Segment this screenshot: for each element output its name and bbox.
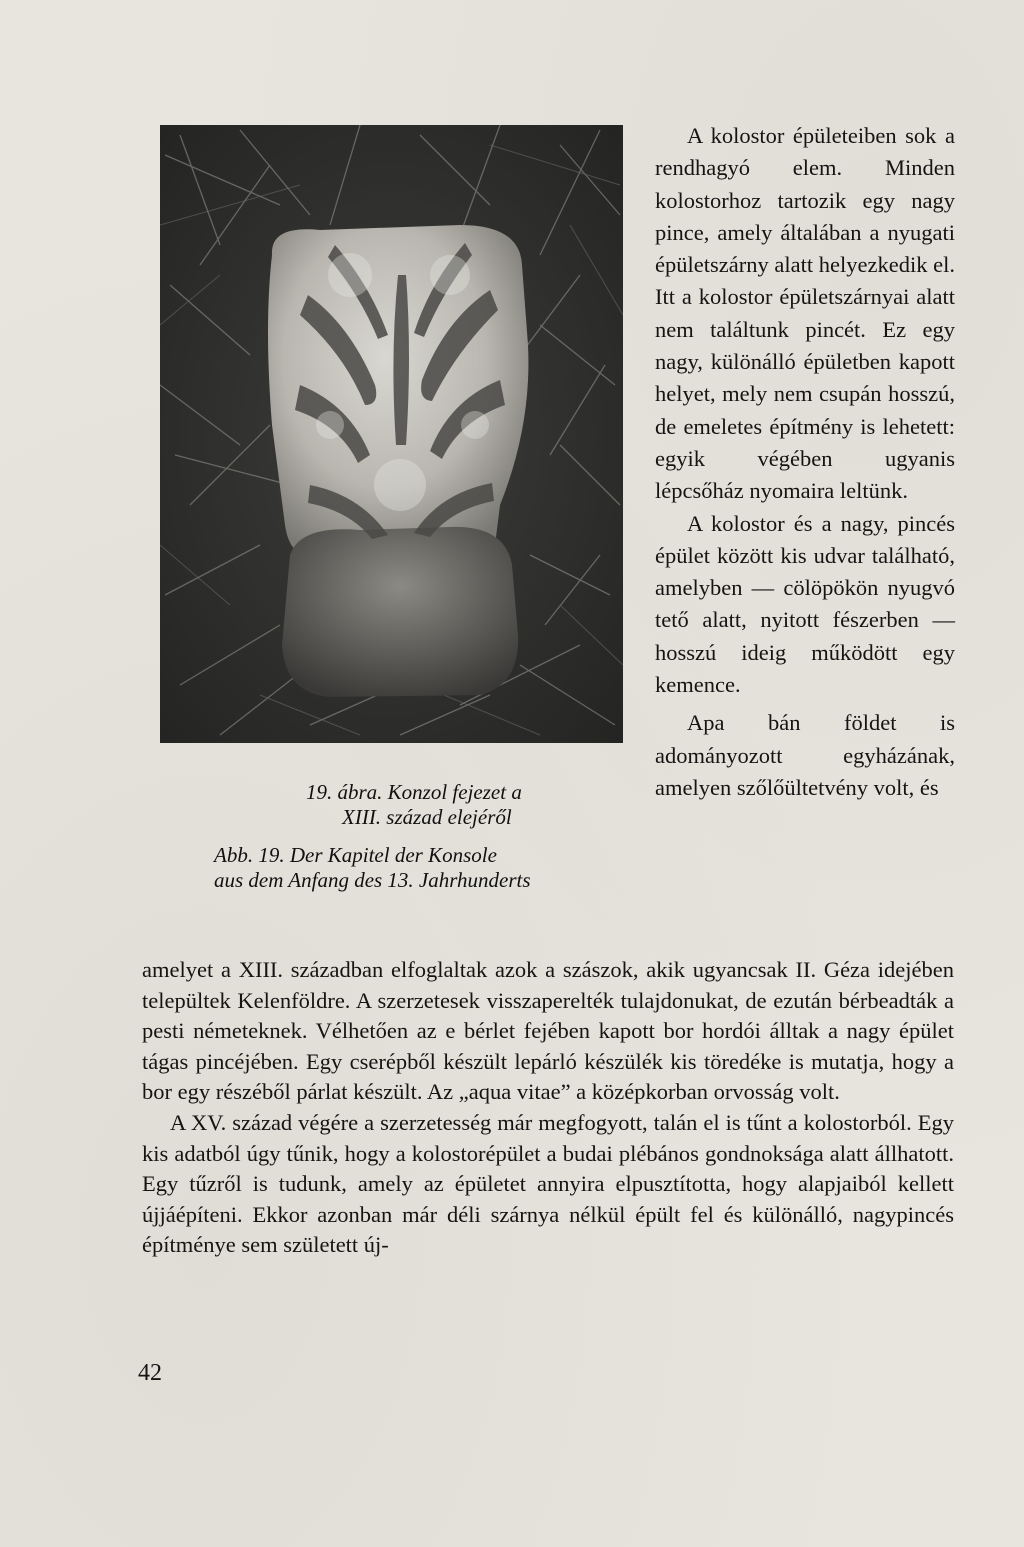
caption-hu-line-2: XIII. század elejéről (342, 805, 512, 829)
caption-german (214, 843, 616, 893)
side-column-text (655, 120, 955, 804)
figure-photo-capital-stone (160, 125, 623, 743)
figure-caption (196, 780, 616, 893)
caption-hungarian (306, 780, 616, 830)
main-paragraph-1: amelyet a XIII. században elfoglaltak azok a szászok, akik ugyancsak II. Géza idejében települtek Kelenföldre. A szerzetesek visszaperelték tulajdonukat, de ezután bérbeadták a pesti németeknek. Vélhetően az e bérlet fejében kapott bor hordói álltak a nagy épület tágas pincéjében. Egy cserépből készült lepárló készülék kis töredéke is mutatja, hogy a bor egy részéből párlat készült. Az „aqua vitae” a középkorban orvosság volt. (142, 957, 954, 1105)
main-body-text (142, 955, 954, 1261)
page-number: 42 (138, 1360, 162, 1386)
side-paragraph-2: A kolostor és a nagy, pincés épület között kis udvar található, amelyben — cölöpökön nyugvó tető alatt, nyitott fészerben — hosszú ideig működött egy kemence. (655, 510, 955, 698)
side-paragraph-1: A kolostor épületeiben sok a rendhagyó elem. Minden kolostorhoz tartozik egy nagy pince, amely általában a nyugati épületszárny alatt helyezkedik el. Itt a kolostor épületszárnyai alatt nem találtunk pincét. Ez egy nagy, különálló épületben kapott helyet, mely nem csupán hosszú, de emeletes építmény is lehetett: egyik végében ugyanis lépcsőház nyomaira leltünk. (655, 123, 955, 504)
caption-de-line-2: aus dem Anfang des 13. Jahrhunderts (214, 868, 531, 892)
caption-de-line-1: Abb. 19. Der Kapitel der Konsole (214, 843, 497, 867)
main-paragraph-2: A XV. század végére a szerzetesség már megfogyott, talán el is tűnt a kolostorból. Egy kis adatból úgy tűnik, hogy a kolostorépület a budai plébános gondnoksága alatt állhatott. Egy tűzről is tudunk, amely az épületet annyira elpusztította, hogy alapjaiból kellett újjáépíteni. Ekkor azonban már déli szárnya nélkül épült fel és különálló, nagypincés építménye sem született új- (142, 1109, 954, 1258)
side-paragraph-3: Apa bán földet is adományozott egyházának, amelyen szőlőültetvény volt, és (655, 710, 955, 800)
caption-hu-line-1: 19. ábra. Konzol fejezet a (306, 780, 522, 804)
stone-capital-image (160, 125, 623, 743)
